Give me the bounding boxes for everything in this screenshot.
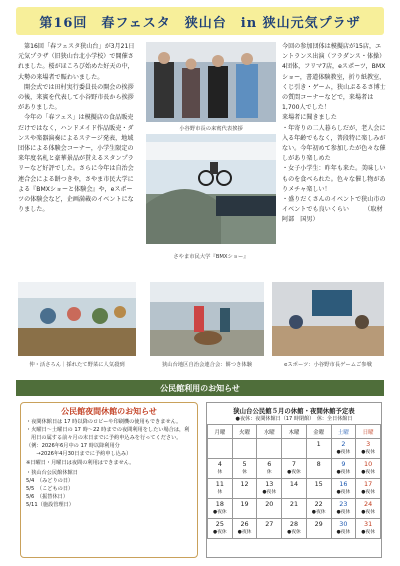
day-status: 休 <box>242 470 247 475</box>
day-status: ●夜休 <box>361 490 375 495</box>
calendar-day <box>356 519 381 539</box>
calendar-table <box>207 424 381 539</box>
paragraph: 開会式では田村実行委員長の開会の挨拶の後，来賓を代表して小谷野市長から挨拶がありました。 <box>18 83 134 112</box>
calendar-week <box>208 459 381 479</box>
interview-quote: ・女子小学生：昨年も来た。美味しいものを食べられた。色々な催し物がありメチャ楽しい！ <box>282 165 386 193</box>
calendar-legend: ●夜休：夜間休館日（17 時閉館） 休：全日休館日 <box>235 416 353 422</box>
calendar-day <box>356 459 381 479</box>
notice-item: ※日曜日・月曜日は夜間の利用はできません。 <box>26 459 135 466</box>
day-status: 休 <box>217 470 223 475</box>
calendar-day <box>331 439 356 459</box>
calendar-weekday: 火曜 <box>232 425 257 439</box>
day-number: 6 <box>267 460 272 468</box>
night-closure-notice <box>20 402 198 558</box>
calendar-day <box>331 519 356 539</box>
day-status: ●夜休 <box>361 510 375 515</box>
day-status: ●夜休 <box>361 450 375 455</box>
day-number: 7 <box>291 460 296 468</box>
notice-item: （例：2026年6月中の 17 時以降利用分 <box>26 443 120 450</box>
notice-item: ・火曜日〜土曜日の 17 時〜22 時までの夜間利用をしたい場合は，利用日の属する前々月の末日までに予約申込みを行ってください。 <box>26 427 190 442</box>
day-status: 休 <box>217 490 223 495</box>
calendar-day <box>306 439 331 459</box>
day-number: 10 <box>364 460 373 468</box>
day-number: 27 <box>265 520 274 528</box>
day-number: 3 <box>366 440 371 448</box>
notice-title: 公民館夜間休館のお知らせ <box>61 406 157 416</box>
day-number: 15 <box>314 480 323 488</box>
day-number: 28 <box>289 520 299 528</box>
day-number: 26 <box>240 520 249 528</box>
calendar-day <box>257 519 282 539</box>
calendar-day <box>282 459 307 479</box>
notice-item: →2026年4月30日までに予約申し込み） <box>26 451 132 458</box>
calendar-day <box>232 479 257 499</box>
day-number: 14 <box>289 480 299 488</box>
day-number: 18 <box>215 500 224 508</box>
caption-mayor: 小谷野市長の来賓代表挨拶 <box>179 126 243 132</box>
calendar-weekday: 金曜 <box>306 425 331 439</box>
calendar-day <box>331 499 356 519</box>
calendar-day <box>282 479 307 499</box>
calendar-day <box>208 439 233 459</box>
calendar-day <box>208 499 233 519</box>
calendar-weekday: 木曜 <box>282 425 307 439</box>
day-status: ●夜休 <box>336 510 351 515</box>
calendar-day <box>331 459 356 479</box>
interview-quote: ・盛りだくさんのイベントで狭山市のイベントでも良いくらい （取材 阿部 国男） <box>282 196 389 224</box>
photo-esports <box>272 282 384 356</box>
day-number: 2 <box>341 440 346 448</box>
day-status: ●夜休 <box>336 490 351 495</box>
calendar-day <box>232 459 257 479</box>
day-number: 16 <box>339 480 348 488</box>
day-status: ●夜休 <box>287 470 301 475</box>
calendar-weekday: 月曜 <box>208 425 233 439</box>
calendar-week <box>208 499 381 519</box>
closed-day: 5/6 （振替休日） <box>26 493 69 500</box>
notice-item: ・夜間休館日は 17 時以降のロビーや印刷機の使用もできません。 <box>26 419 182 426</box>
calendar-day <box>257 499 282 519</box>
day-status: ●夜休 <box>336 450 351 455</box>
calendar-weekday: 土曜 <box>331 425 356 439</box>
day-number: 24 <box>364 500 373 508</box>
day-number: 11 <box>215 480 224 488</box>
day-number: 20 <box>265 500 274 508</box>
paragraph: 今回の参加団体は模擬店が15店，エントランス出演（フラダンス・体操）4団体，フリマ7店，eスポーツ，BMXショー，書道体験教室，折り紙教室，くじ引き・ゲーム，狭山ぷるるさ博士の質問コーナーなどで，来場者は1,700人でした！ <box>282 43 386 112</box>
day-status: ●夜休 <box>336 470 351 475</box>
calendar-day <box>331 479 356 499</box>
calendar-weekday: 水曜 <box>257 425 282 439</box>
calendar-day <box>282 499 307 519</box>
photo-mayor-speech <box>146 42 276 122</box>
calendar-weekday: 日曜 <box>356 425 381 439</box>
day-status: ●夜休 <box>361 530 375 535</box>
calendar-day <box>282 439 307 459</box>
day-status: ●夜休 <box>311 510 326 515</box>
calendar-week <box>208 439 381 459</box>
closed-day: 5/5 （こどもの日） <box>26 485 74 492</box>
caption-bmx: さやま市民大学『BMXショー』 <box>173 254 249 260</box>
calendar-day <box>257 459 282 479</box>
day-number: 22 <box>314 500 323 508</box>
photo-vegetables <box>18 282 136 356</box>
day-number: 17 <box>364 480 373 488</box>
day-status: ●夜休 <box>361 470 375 475</box>
caption-mochi: 狭山台地区自治会連合会：餅つき体験 <box>161 362 253 368</box>
day-number: 21 <box>289 500 299 508</box>
day-number: 25 <box>215 520 224 528</box>
photo-bmx-show <box>146 134 276 244</box>
closed-day: 5/4 （みどりの日） <box>26 477 74 484</box>
closed-days-title: ・狭山台公民館休館日 <box>26 469 78 476</box>
calendar-day <box>306 459 331 479</box>
paragraph: 今年の「春フェス」は模擬店の食品販売だけではなく，ハンドメイド作品販売・ダンスや楽器演奏によるステージ発表，地域団体による体験会コーナー，小学生限定の来年度名札と豪華景品が貰えるスタンプラリーなど好評でした。さらに今年は自治会連合会による餅つきや，さやま市民大学による『BMXショーと体験会』や，eスポーツの体験会など，企画満載のイベントになりました。 <box>18 114 134 214</box>
caption-esports: eスポーツ：小谷野市長ゲームご参戦 <box>284 362 372 368</box>
calendar-day <box>232 439 257 459</box>
interview-quote: ・年寄りの二人暮らしだが，老人会に入る年齢でもなく，普段特に楽しみがない。今年初めて参加したが色々な催しがあり楽しめた <box>282 124 386 163</box>
day-number: 30 <box>339 520 348 528</box>
photo-mochi <box>150 282 264 356</box>
day-status: ●夜休 <box>212 530 227 535</box>
article-right-column <box>282 42 389 226</box>
day-number: 8 <box>316 460 321 468</box>
closed-day: 5/11（施設管理日） <box>26 502 74 509</box>
day-number: 19 <box>240 500 249 508</box>
calendar-day <box>232 499 257 519</box>
day-number: 13 <box>265 480 274 488</box>
day-number: 12 <box>240 480 249 488</box>
day-status: ●夜休 <box>287 530 301 535</box>
day-number: 31 <box>364 520 373 528</box>
calendar-day <box>306 499 331 519</box>
calendar-day <box>356 439 381 459</box>
calendar-week <box>208 519 381 539</box>
caption-vegetables: 仲・活さろん｜採れたて野菜に人気殺到 <box>29 362 125 368</box>
calendar-day <box>208 459 233 479</box>
calendar-day <box>208 519 233 539</box>
calendar-title: 狭山台公民館５月の休館・夜間休館予定表 <box>233 407 355 415</box>
may-calendar <box>206 402 382 558</box>
day-status: ●夜休 <box>212 510 227 515</box>
calendar-day <box>356 479 381 499</box>
day-number: 9 <box>341 460 346 468</box>
calendar-day <box>257 479 282 499</box>
day-number: 5 <box>242 460 247 468</box>
section-heading: 公民館利用のお知らせ <box>16 380 384 396</box>
calendar-day <box>208 479 233 499</box>
calendar-day <box>282 519 307 539</box>
calendar-day <box>356 499 381 519</box>
page-title: 第16回 春フェスタ 狭山台 in 狭山元気プラザ <box>16 7 384 35</box>
day-number: 4 <box>217 460 222 468</box>
day-status: ●夜休 <box>336 530 351 535</box>
calendar-week <box>208 479 381 499</box>
day-status: ●夜休 <box>262 490 277 495</box>
calendar-day <box>306 479 331 499</box>
day-number: 29 <box>314 520 323 528</box>
day-status: 休 <box>266 470 272 475</box>
day-status: ●夜休 <box>237 530 252 535</box>
interview-heading: 来場者に聞きました <box>282 114 337 122</box>
calendar-day <box>257 439 282 459</box>
paragraph: 第16回「春フェスタ狭山台」が3月21日元気プラザ（旧狭山台北小学校）で開催されました。桜がほころび始めた好天の中，大勢の来場者で賑わいました。 <box>18 43 135 81</box>
calendar-day <box>306 519 331 539</box>
day-number: 1 <box>316 440 321 448</box>
day-number: 23 <box>339 500 348 508</box>
article-left-column <box>18 42 138 215</box>
calendar-day <box>232 519 257 539</box>
